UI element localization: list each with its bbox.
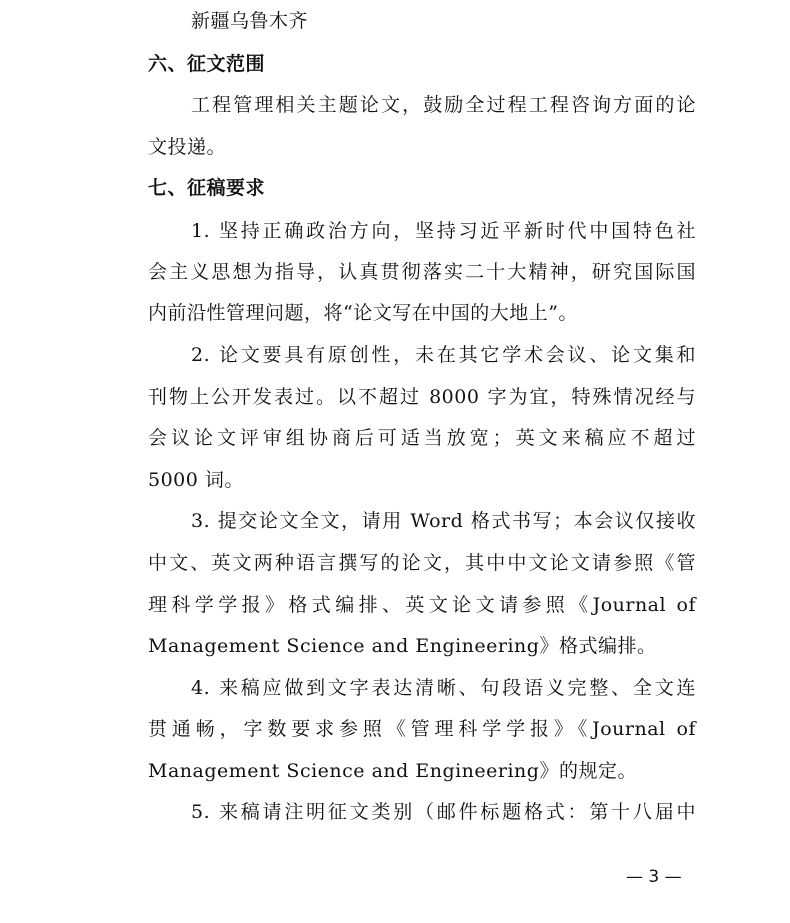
paragraph-line: 内前沿性管理问题，将“论文写在中国的大地上”。	[148, 302, 578, 324]
paragraph-line: Management Science and Engineering》格式编排。	[148, 635, 657, 657]
paragraph-line: 3. 提交论文全文，请用 Word 格式书写；本会议仅接收	[191, 510, 696, 532]
paragraph-line: 5. 来稿请注明征文类别（邮件标题格式：第十八届中	[191, 801, 696, 823]
paragraph-line: 4. 来稿应做到文字表达清晰、句段语义完整、全文连	[191, 677, 696, 699]
section-heading-scope: 六、征文范围	[148, 53, 266, 75]
paragraph-line: 5000 词。	[148, 469, 244, 491]
paragraph-line: 刊物上公开发表过。以不超过 8000 字为宜，特殊情况经与	[148, 386, 696, 408]
paragraph-line: 2. 论文要具有原创性，未在其它学术会议、论文集和	[191, 344, 696, 366]
paragraph-line: 贯通畅，字数要求参照《管理科学学报》《Journal of	[148, 718, 696, 740]
paragraph-line: 中文、英文两种语言撰写的论文，其中中文论文请参照《管	[148, 552, 696, 574]
section-heading-requirements: 七、征稿要求	[148, 177, 266, 199]
page-number: — 3 —	[626, 867, 682, 887]
paragraph-line: 理科学学报》格式编排、英文论文请参照《Journal of	[148, 594, 696, 616]
paragraph-line: 文投递。	[148, 136, 227, 158]
location-text: 新疆乌鲁木齐	[191, 10, 309, 32]
paragraph-line: 会议论文评审组协商后可适当放宽；英文来稿应不超过	[148, 427, 696, 449]
paragraph-line: 会主义思想为指导，认真贯彻落实二十大精神，研究国际国	[148, 261, 696, 283]
paragraph-line: 工程管理相关主题论文，鼓励全过程工程咨询方面的论	[191, 94, 696, 116]
paragraph-line: 1. 坚持正确政治方向，坚持习近平新时代中国特色社	[191, 220, 696, 242]
paragraph-line: Management Science and Engineering》的规定。	[148, 760, 637, 782]
